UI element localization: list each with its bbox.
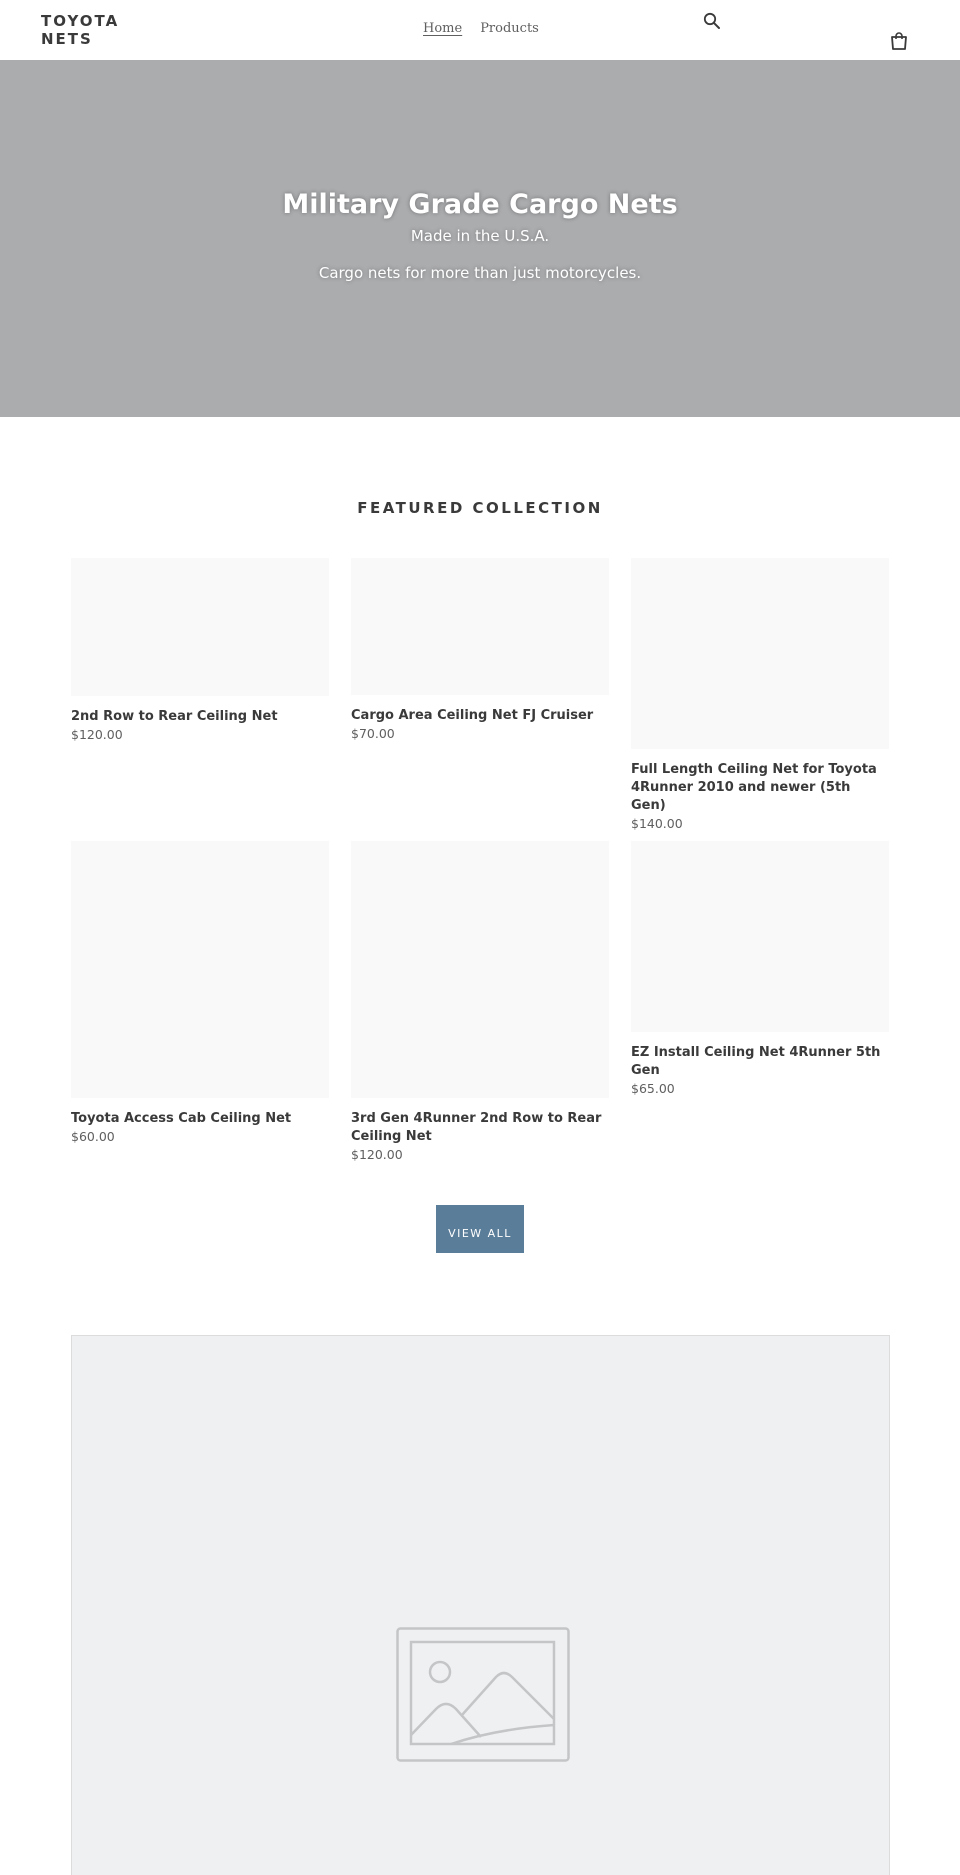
hero-title: Military Grade Cargo Nets bbox=[282, 189, 678, 220]
hero-subtitle: Made in the U.S.A. bbox=[410, 227, 550, 245]
product-price: $60.00 bbox=[71, 1129, 115, 1144]
product-title[interactable]: Toyota Access Cab Ceiling Net bbox=[71, 1111, 292, 1126]
site-logo[interactable]: TOYOTA NETS bbox=[41, 12, 120, 48]
product-image[interactable] bbox=[71, 841, 329, 1098]
hero-banner bbox=[0, 60, 960, 417]
product-card[interactable] bbox=[631, 841, 889, 1098]
product-card[interactable] bbox=[71, 558, 329, 744]
product-image[interactable] bbox=[351, 558, 609, 695]
product-card[interactable] bbox=[351, 841, 609, 1164]
product-title[interactable]: Cargo Area Ceiling Net FJ Cruiser bbox=[351, 708, 594, 723]
product-price: $140.00 bbox=[631, 816, 683, 831]
main-nav bbox=[423, 21, 539, 36]
product-image[interactable] bbox=[631, 841, 889, 1032]
hero-content bbox=[0, 188, 960, 283]
product-price: $120.00 bbox=[71, 727, 123, 742]
product-title[interactable]: 3rd Gen 4Runner 2nd Row to Rear Ceiling Net bbox=[351, 1111, 602, 1144]
product-title[interactable]: EZ Install Ceiling Net 4Runner 5th Gen bbox=[631, 1045, 881, 1078]
cart-icon[interactable] bbox=[890, 31, 908, 51]
image-placeholder-icon bbox=[396, 1627, 570, 1762]
product-price: $65.00 bbox=[631, 1081, 675, 1096]
nav-item-products[interactable]: Products bbox=[480, 21, 539, 36]
product-card[interactable] bbox=[71, 841, 329, 1146]
product-card[interactable] bbox=[631, 558, 889, 833]
product-price: $120.00 bbox=[351, 1147, 403, 1162]
product-title[interactable]: 2nd Row to Rear Ceiling Net bbox=[71, 709, 278, 724]
site-header bbox=[0, 0, 960, 60]
product-image[interactable] bbox=[71, 558, 329, 696]
product-card[interactable] bbox=[351, 558, 609, 743]
product-image[interactable] bbox=[631, 558, 889, 749]
section-title: FEATURED COLLECTION bbox=[357, 499, 603, 517]
hero-text: Cargo nets for more than just motorcycles. bbox=[318, 264, 642, 282]
image-placeholder bbox=[71, 1335, 890, 1875]
product-price: $70.00 bbox=[351, 726, 395, 741]
view-all-button[interactable]: VIEW ALL bbox=[436, 1205, 524, 1253]
search-icon[interactable] bbox=[703, 12, 721, 30]
product-image[interactable] bbox=[351, 841, 609, 1098]
product-title[interactable]: Full Length Ceiling Net for Toyota 4Runner 2010 and newer (5th Gen) bbox=[631, 762, 877, 813]
nav-item-home[interactable]: Home bbox=[423, 21, 463, 36]
